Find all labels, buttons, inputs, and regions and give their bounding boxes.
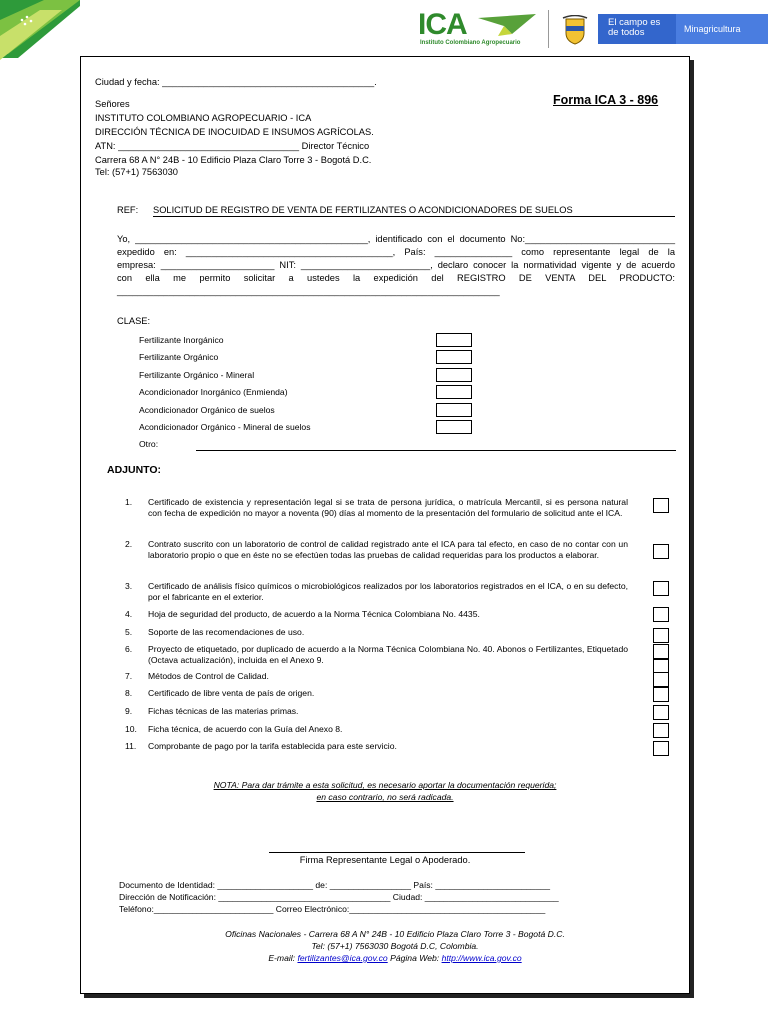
id-document-field[interactable]: Documento de Identidad: ____________________ de: _________________ País: ________________________	[119, 880, 551, 890]
attachment-number: 2.	[125, 539, 133, 549]
ministry-text: Minagricultura	[684, 24, 741, 34]
other-label: Otro:	[139, 439, 159, 449]
ica-wing-icon	[478, 14, 536, 36]
attachment-checkbox[interactable]	[653, 544, 669, 559]
attachment-checkbox[interactable]	[653, 741, 669, 756]
class-option-label: Acondicionador Inorgánico (Enmienda)	[139, 387, 288, 397]
ica-logo-text: ICA	[418, 8, 467, 41]
class-option-box[interactable]	[436, 350, 472, 364]
attachment-checkbox[interactable]	[653, 687, 669, 702]
attachment-text: Contrato suscrito con un laboratorio de control de calidad registrado ante el ICA para tal efecto, en caso de no contar con un laboratorio propio o que en éste no se efectúen todas las pruebas de calidad requeridas para los productos a elaborar.	[148, 539, 628, 561]
class-option-label: Acondicionador Orgánico de suelos	[139, 405, 275, 415]
notification-address-field[interactable]: Dirección de Notificación: ____________________________________ Ciudad: ____________________________	[119, 892, 559, 902]
attachment-text: Fichas técnicas de las materias primas.	[148, 706, 299, 716]
ica-logo-subtitle: Instituto Colombiano Agropecuario	[420, 40, 521, 46]
attachment-checkbox[interactable]	[653, 705, 669, 720]
ica-logo	[418, 10, 538, 50]
attachment-text: Comprobante de pago por la tarifa establecida para este servicio.	[148, 741, 397, 751]
class-option-box[interactable]	[436, 368, 472, 382]
declaration-line[interactable]: Yo, _____________________________________________, identificado con el documento No:_____________________________	[117, 234, 675, 244]
footer-email-link[interactable]: fertilizantes@ica.gov.co	[297, 953, 388, 963]
attachment-checkbox[interactable]	[653, 644, 669, 659]
note-line: NOTA: Para dar trámite a esta solicitud, es necesario aportar la documentación requerida;	[213, 780, 557, 790]
other-input-line[interactable]	[196, 450, 676, 451]
gov-band	[598, 14, 768, 44]
footer-phone: Tel: (57+1) 7563030 Bogotá D.C, Colombia.	[311, 941, 479, 951]
gov-slogan: El campo es de todos	[608, 17, 661, 38]
city-date-field[interactable]: Ciudad y fecha: _________________________________________.	[95, 77, 377, 87]
header-separator	[548, 10, 549, 48]
class-option-box[interactable]	[436, 385, 472, 399]
attachment-text: Soporte de las recomendaciones de uso.	[148, 627, 305, 637]
class-option-label: Fertilizante Orgánico - Mineral	[139, 370, 255, 380]
attachment-number: 8.	[125, 688, 133, 698]
attachment-checkbox[interactable]	[653, 628, 669, 643]
colombia-shield-icon	[562, 15, 588, 45]
corner-leaf-logo	[0, 0, 80, 62]
attachment-number: 5.	[125, 627, 133, 637]
attachment-number: 1.	[125, 497, 133, 507]
note-line: en caso contrario, no será radicada.	[316, 792, 454, 802]
phone-email-field[interactable]: Teléfono:_________________________ Correo Electrónico:_________________________________________	[119, 904, 546, 914]
footer-web-link[interactable]: http://www.ica.gov.co	[441, 953, 522, 963]
ministry-badge	[676, 14, 768, 44]
attachment-checkbox[interactable]	[653, 581, 669, 596]
attachment-text: Ficha técnica, de acuerdo con la Guía del Anexo 8.	[148, 724, 343, 734]
attachment-text: Hoja de seguridad del producto, de acuerdo a la Norma Técnica Colombiana No. 4435.	[148, 609, 480, 619]
footer-contact	[81, 953, 709, 964]
footer-email-label: E-mail:	[268, 953, 296, 963]
attachment-checkbox[interactable]	[653, 672, 669, 687]
declaration-line[interactable]: empresa: ______________________ NIT: _________________________, declaro conocer la normatividad vigente y de acuerdo	[117, 260, 675, 270]
declaration-line[interactable]: expedido en: ________________________________________, País: _______________ como representante legal de la	[117, 247, 675, 257]
attachments-title: ADJUNTO:	[107, 464, 162, 476]
attachment-text: Certificado de libre venta de país de origen.	[148, 688, 315, 698]
attachment-checkbox[interactable]	[653, 498, 669, 513]
class-label: CLASE:	[117, 316, 151, 326]
attachment-number: 11.	[125, 741, 137, 751]
attachment-number: 4.	[125, 609, 133, 619]
form-title: Forma ICA 3 - 896	[553, 93, 659, 107]
signature-line[interactable]	[269, 852, 525, 853]
class-option-box[interactable]	[436, 333, 472, 347]
attachment-number: 3.	[125, 581, 133, 591]
address-line: Tel: (57+1) 7563030	[95, 167, 178, 177]
footer-web-label: Página Web:	[390, 953, 440, 963]
footer-address: Oficinas Nacionales - Carrera 68 A N° 24B - 10 Edificio Plaza Claro Torre 3 - Bogotá D.C.	[225, 929, 565, 939]
attachment-text: Certificado de existencia y representación legal si se trata de persona jurídica, o matrícula Mercantil, si es persona natural con fecha de expedición no mayor a noventa (90) días al momento de la presentación del formulario de solicitud ante el ICA.	[148, 497, 628, 519]
address-line: Señores	[95, 99, 130, 109]
attachment-text: Proyecto de etiquetado, por duplicado de acuerdo a la Norma Técnica Colombiana No. 40. Abonos o Fertilizantes, Etiquetado (Octava actualización), incluida en el Anexo 9.	[148, 644, 628, 666]
address-line: Carrera 68 A N° 24B - 10 Edificio Plaza Claro Torre 3 - Bogotá D.C.	[95, 155, 372, 165]
class-option-box[interactable]	[436, 420, 472, 434]
class-option-label: Fertilizante Inorgánico	[139, 335, 224, 345]
signature-label: Firma Representante Legal o Apoderado.	[299, 855, 471, 865]
attachment-number: 9.	[125, 706, 133, 716]
attachment-number: 6.	[125, 644, 133, 654]
attachment-checkbox[interactable]	[653, 607, 669, 622]
attachment-text: Certificado de análisis físico químicos o microbiológicos realizados por los laboratorios registrados en el ICA, o en su defecto, por el fabricante en el exterior.	[148, 581, 628, 603]
class-option-label: Acondicionador Orgánico - Mineral de suelos	[139, 422, 311, 432]
attachment-text: Métodos de Control de Calidad.	[148, 671, 269, 681]
class-option-box[interactable]	[436, 403, 472, 417]
address-line: DIRECCIÓN TÉCNICA DE INOCUIDAD E INSUMOS AGRÍCOLAS.	[95, 127, 374, 137]
form-sheet	[80, 56, 690, 994]
atn-field[interactable]: ATN: ___________________________________ Director Técnico	[95, 141, 370, 151]
declaration-line: con ella me permito solicitar a ustedes la expedición del REGISTRO DE VENTA DEL PRODUCTO:	[117, 273, 675, 283]
address-line: INSTITUTO COLOMBIANO AGROPECUARIO - ICA	[95, 113, 312, 123]
class-option-label: Fertilizante Orgánico	[139, 352, 219, 362]
attachment-checkbox[interactable]	[653, 723, 669, 738]
ref-text: SOLICITUD DE REGISTRO DE VENTA DE FERTILIZANTES O ACONDICIONADORES DE SUELOS	[153, 205, 675, 217]
attachment-number: 10.	[125, 724, 137, 734]
ref-label: REF:	[117, 205, 139, 215]
attachment-number: 7.	[125, 671, 133, 681]
product-field[interactable]: __________________________________________________________________________	[117, 286, 500, 296]
